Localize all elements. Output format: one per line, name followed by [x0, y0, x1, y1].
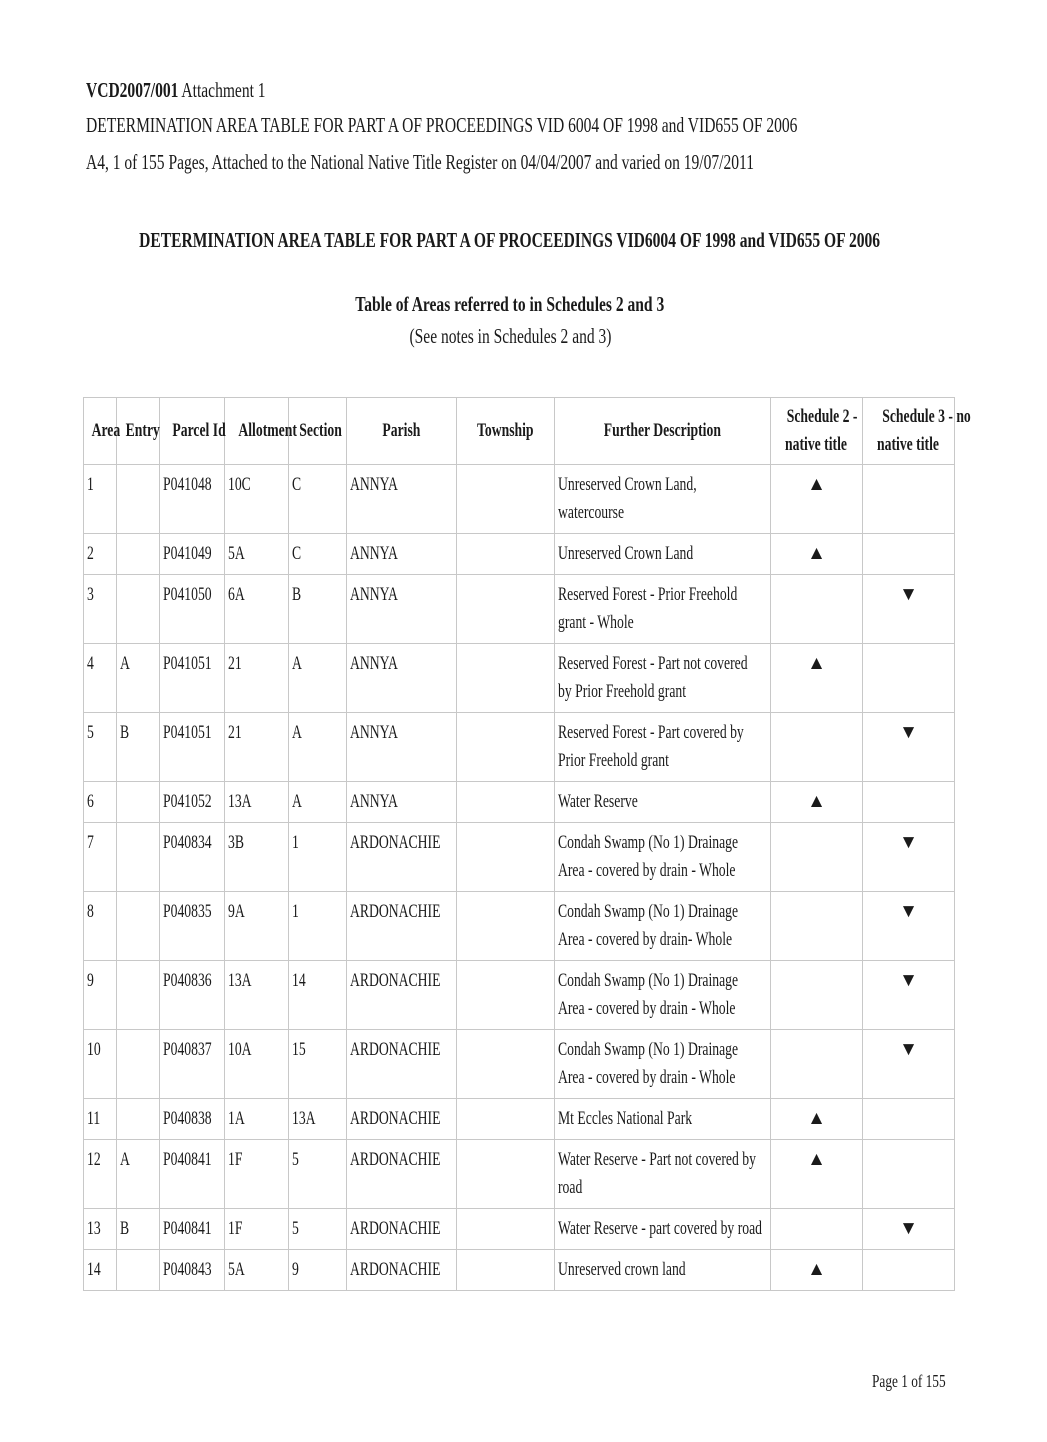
cell-parish: ARDONACHIE — [347, 1030, 457, 1099]
cell-allotment: 1A — [225, 1099, 289, 1140]
cell-parish: ANNYA — [347, 644, 457, 713]
cell-entry: A — [117, 1140, 160, 1209]
cell-schedule-3-mark — [863, 1140, 955, 1209]
document-id: VCD2007/001 — [86, 78, 179, 102]
cell-parish: ARDONACHIE — [347, 1140, 457, 1209]
native-title-marker: ▲ — [807, 1259, 826, 1280]
cell-township — [457, 1030, 555, 1099]
cell-entry — [117, 892, 160, 961]
cell-allotment: 3B — [225, 823, 289, 892]
cell-allotment: 9A — [225, 892, 289, 961]
cell-further-description: Unreserved Crown Land — [555, 534, 771, 575]
native-title-marker: ▲ — [807, 1149, 826, 1170]
cell-section: 9 — [289, 1250, 347, 1291]
cell-township — [457, 534, 555, 575]
cell-schedule-2-mark — [771, 534, 863, 575]
cell-schedule-2-mark — [771, 1209, 863, 1250]
table-row — [84, 575, 955, 644]
cell-area: 7 — [84, 823, 117, 892]
no-native-title-marker: ▼ — [899, 832, 918, 853]
cell-township — [457, 961, 555, 1030]
column-header-allotment: Allotment — [225, 398, 289, 465]
native-title-marker: ▲ — [807, 474, 826, 495]
cell-schedule-2-mark — [771, 1099, 863, 1140]
cell-area: 4 — [84, 644, 117, 713]
cell-entry — [117, 1099, 160, 1140]
cell-township — [457, 823, 555, 892]
cell-section: 1 — [289, 823, 347, 892]
table-row — [84, 644, 955, 713]
no-native-title-marker: ▼ — [899, 584, 918, 605]
table-row — [84, 1209, 955, 1250]
cell-area: 8 — [84, 892, 117, 961]
cell-schedule-3-mark — [863, 644, 955, 713]
cell-entry: A — [117, 644, 160, 713]
cell-township — [457, 1209, 555, 1250]
table-note: (See notes in Schedules 2 and 3) — [408, 324, 611, 348]
cell-area: 10 — [84, 1030, 117, 1099]
cell-parcel-id: P040841 — [160, 1209, 225, 1250]
cell-section: A — [289, 644, 347, 713]
cell-parcel-id: P041050 — [160, 575, 225, 644]
cell-allotment: 5A — [225, 534, 289, 575]
cell-parish: ARDONACHIE — [347, 892, 457, 961]
column-header-further-description: Further Description — [555, 398, 771, 465]
cell-schedule-3-mark — [863, 465, 955, 534]
cell-schedule-2-mark — [771, 1250, 863, 1291]
cell-schedule-3-mark — [863, 1250, 955, 1291]
table-row — [84, 534, 955, 575]
cell-township — [457, 1099, 555, 1140]
cell-section: 1 — [289, 892, 347, 961]
cell-schedule-3-mark — [863, 1209, 955, 1250]
no-native-title-marker: ▼ — [899, 722, 918, 743]
table-row — [84, 823, 955, 892]
cell-entry — [117, 575, 160, 644]
cell-schedule-3-mark — [863, 961, 955, 1030]
cell-schedule-2-mark — [771, 782, 863, 823]
cell-parcel-id: P041052 — [160, 782, 225, 823]
cell-schedule-2-mark — [771, 892, 863, 961]
native-title-marker: ▲ — [807, 791, 826, 812]
table-row — [84, 1140, 955, 1209]
cell-section: A — [289, 713, 347, 782]
cell-entry: B — [117, 1209, 160, 1250]
cell-parish: ARDONACHIE — [347, 1099, 457, 1140]
cell-further-description: Unreserved crown land — [555, 1250, 771, 1291]
cell-allotment: 6A — [225, 575, 289, 644]
cell-township — [457, 575, 555, 644]
table-title: Table of Areas referred to in Schedules 2 and 3 — [355, 292, 665, 316]
cell-allotment: 21 — [225, 644, 289, 713]
table-row — [84, 961, 955, 1030]
cell-further-description: Reserved Forest - Part not covered by Prior Freehold grant — [555, 644, 771, 713]
cell-township — [457, 782, 555, 823]
cell-further-description: Unreserved Crown Land, watercourse — [555, 465, 771, 534]
cell-entry — [117, 782, 160, 823]
no-native-title-marker: ▼ — [899, 970, 918, 991]
cell-township — [457, 644, 555, 713]
cell-parcel-id: P041051 — [160, 713, 225, 782]
table-row — [84, 1099, 955, 1140]
cell-further-description: Reserved Forest - Prior Freehold grant - Whole — [555, 575, 771, 644]
cell-further-description: Condah Swamp (No 1) Drainage Area - covered by drain - Whole — [555, 961, 771, 1030]
cell-further-description: Water Reserve - part covered by road — [555, 1209, 771, 1250]
cell-further-description: Reserved Forest - Part covered by Prior Freehold grant — [555, 713, 771, 782]
cell-allotment: 21 — [225, 713, 289, 782]
cell-allotment: 10A — [225, 1030, 289, 1099]
cell-parcel-id: P041049 — [160, 534, 225, 575]
cell-schedule-2-mark — [771, 575, 863, 644]
cell-schedule-3-mark — [863, 713, 955, 782]
cell-section: 14 — [289, 961, 347, 1030]
document-registration-info: A4, 1 of 155 Pages, Attached to the National Native Title Register on 04/04/2007 and varied on 19/07/2011 — [86, 150, 754, 174]
cell-schedule-2-mark — [771, 823, 863, 892]
column-header-township: Township — [457, 398, 555, 465]
column-header-schedule-3: Schedule 3 - no native title — [863, 398, 955, 465]
table-row — [84, 1030, 955, 1099]
cell-schedule-3-mark — [863, 534, 955, 575]
table-header-row — [84, 398, 955, 465]
cell-parcel-id: P041051 — [160, 644, 225, 713]
cell-entry — [117, 961, 160, 1030]
table-row — [84, 465, 955, 534]
cell-parcel-id: P040838 — [160, 1099, 225, 1140]
table-row — [84, 1250, 955, 1291]
cell-section: C — [289, 465, 347, 534]
cell-allotment: 10C — [225, 465, 289, 534]
cell-further-description: Condah Swamp (No 1) Drainage Area - covered by drain- Whole — [555, 892, 771, 961]
cell-area: 13 — [84, 1209, 117, 1250]
table-row — [84, 713, 955, 782]
cell-section: 5 — [289, 1209, 347, 1250]
cell-entry — [117, 823, 160, 892]
native-title-marker: ▲ — [807, 543, 826, 564]
cell-township — [457, 1250, 555, 1291]
cell-further-description: Condah Swamp (No 1) Drainage Area - covered by drain - Whole — [555, 1030, 771, 1099]
cell-further-description: Water Reserve - Part not covered by road — [555, 1140, 771, 1209]
cell-parcel-id: P040835 — [160, 892, 225, 961]
cell-schedule-3-mark — [863, 823, 955, 892]
cell-parish: ARDONACHIE — [347, 1250, 457, 1291]
cell-township — [457, 892, 555, 961]
attachment-label: Attachment 1 — [178, 78, 266, 102]
cell-entry — [117, 1030, 160, 1099]
page-title: DETERMINATION AREA TABLE FOR PART A OF PROCEEDINGS VID6004 OF 1998 and VID655 OF 2006 — [139, 228, 881, 252]
cell-parcel-id: P040837 — [160, 1030, 225, 1099]
cell-entry: B — [117, 713, 160, 782]
cell-parcel-id: P040834 — [160, 823, 225, 892]
cell-parcel-id: P040836 — [160, 961, 225, 1030]
cell-allotment: 1F — [225, 1209, 289, 1250]
cell-parcel-id: P041048 — [160, 465, 225, 534]
no-native-title-marker: ▼ — [899, 1039, 918, 1060]
cell-area: 14 — [84, 1250, 117, 1291]
cell-section: A — [289, 782, 347, 823]
cell-area: 1 — [84, 465, 117, 534]
cell-parish: ANNYA — [347, 465, 457, 534]
cell-parish: ANNYA — [347, 575, 457, 644]
cell-area: 2 — [84, 534, 117, 575]
cell-parish: ARDONACHIE — [347, 961, 457, 1030]
native-title-marker: ▲ — [807, 653, 826, 674]
cell-area: 6 — [84, 782, 117, 823]
no-native-title-marker: ▼ — [899, 1218, 918, 1239]
cell-area: 9 — [84, 961, 117, 1030]
page-number: Page 1 of 155 — [872, 1371, 946, 1391]
cell-township — [457, 1140, 555, 1209]
native-title-marker: ▲ — [807, 1108, 826, 1129]
cell-schedule-2-mark — [771, 713, 863, 782]
cell-section: 13A — [289, 1099, 347, 1140]
cell-schedule-3-mark — [863, 575, 955, 644]
cell-schedule-2-mark — [771, 1030, 863, 1099]
cell-township — [457, 465, 555, 534]
cell-entry — [117, 465, 160, 534]
cell-schedule-3-mark — [863, 782, 955, 823]
cell-area: 3 — [84, 575, 117, 644]
column-header-area: Area — [84, 398, 117, 465]
cell-area: 11 — [84, 1099, 117, 1140]
column-header-section: Section — [289, 398, 347, 465]
cell-section: 5 — [289, 1140, 347, 1209]
cell-section: C — [289, 534, 347, 575]
cell-parish: ANNYA — [347, 534, 457, 575]
column-header-schedule-2: Schedule 2 - native title — [771, 398, 863, 465]
cell-further-description: Mt Eccles National Park — [555, 1099, 771, 1140]
cell-schedule-2-mark — [771, 465, 863, 534]
cell-schedule-2-mark — [771, 644, 863, 713]
cell-further-description: Water Reserve — [555, 782, 771, 823]
column-header-entry: Entry — [117, 398, 160, 465]
cell-parcel-id: P040841 — [160, 1140, 225, 1209]
cell-section: B — [289, 575, 347, 644]
cell-schedule-3-mark — [863, 1099, 955, 1140]
cell-entry — [117, 534, 160, 575]
cell-allotment: 13A — [225, 782, 289, 823]
cell-parish: ANNYA — [347, 782, 457, 823]
cell-area: 12 — [84, 1140, 117, 1209]
cell-allotment: 13A — [225, 961, 289, 1030]
areas-table — [83, 397, 971, 1291]
no-native-title-marker: ▼ — [899, 901, 918, 922]
document-reference — [86, 78, 329, 102]
column-header-parish: Parish — [347, 398, 457, 465]
document-subject: DETERMINATION AREA TABLE FOR PART A OF PROCEEDINGS VID 6004 OF 1998 and VID655 OF 2006 — [86, 113, 798, 137]
cell-schedule-3-mark — [863, 1030, 955, 1099]
cell-parish: ARDONACHIE — [347, 823, 457, 892]
column-header-parcel-id: Parcel Id — [160, 398, 225, 465]
cell-further-description: Condah Swamp (No 1) Drainage Area - covered by drain - Whole — [555, 823, 771, 892]
cell-area: 5 — [84, 713, 117, 782]
table-row — [84, 892, 955, 961]
cell-allotment: 1F — [225, 1140, 289, 1209]
cell-entry — [117, 1250, 160, 1291]
cell-schedule-3-mark — [863, 892, 955, 961]
table-row — [84, 782, 955, 823]
cell-township — [457, 713, 555, 782]
cell-allotment: 5A — [225, 1250, 289, 1291]
cell-parcel-id: P040843 — [160, 1250, 225, 1291]
cell-schedule-2-mark — [771, 961, 863, 1030]
cell-schedule-2-mark — [771, 1140, 863, 1209]
cell-section: 15 — [289, 1030, 347, 1099]
cell-parish: ANNYA — [347, 713, 457, 782]
cell-parish: ARDONACHIE — [347, 1209, 457, 1250]
